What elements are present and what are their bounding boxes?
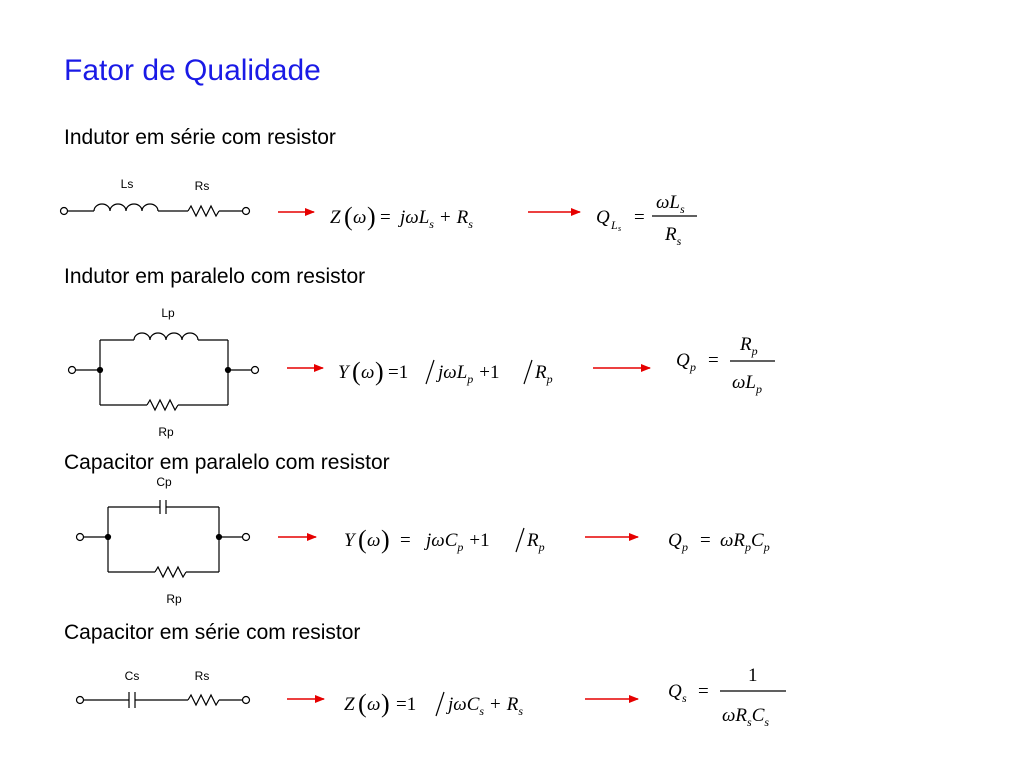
terminal-icon (77, 697, 84, 704)
svg-text:Y: Y (344, 530, 355, 551)
svg-text:Rs: $R_s$ (665, 224, 682, 248)
svg-text:): ) (367, 202, 376, 231)
component-label-rp: Rp (166, 592, 182, 606)
circuit-inductor-series (61, 204, 250, 216)
equation-quality-2 (676, 334, 775, 396)
svg-text:Q: Q (596, 207, 610, 228)
svg-text:=: = (400, 530, 411, 551)
svg-text:Z: Z (344, 694, 355, 715)
equation-quality-3 (668, 530, 770, 554)
capacitor-icon (160, 500, 166, 514)
component-label-rs: Rs (194, 179, 210, 193)
svg-text:ω: ω (361, 362, 375, 383)
svg-text:(: ( (358, 689, 367, 718)
svg-text:): ) (375, 357, 384, 386)
heading-inductor-series: Indutor em série com resistor (64, 126, 336, 149)
svg-text:jωCp+1: jωC$_p$ +1 (426, 530, 490, 554)
circuit-inductor-parallel (69, 333, 259, 410)
svg-text:=1: =1 (388, 362, 409, 383)
resistor-icon (188, 206, 219, 216)
svg-text:(: ( (344, 202, 353, 231)
svg-text:jωCs+Rs: $j\omega C_s + R_s$ (448, 694, 524, 718)
svg-text:ωRsCs: $\omega R_sC_s$ (722, 705, 770, 729)
svg-text:ωLp: $\omega L_p$ (732, 372, 762, 396)
equation-impedance-4 (344, 689, 523, 718)
svg-text:p: p (690, 360, 696, 374)
component-label-cp: Cp (156, 475, 172, 489)
equation-quality-1 (596, 192, 697, 248)
resistor-icon (188, 695, 219, 705)
svg-text:Q: Q (668, 530, 682, 551)
terminal-icon (243, 534, 250, 541)
capacitor-icon (129, 692, 135, 708)
equation-admittance-3 (344, 525, 545, 554)
component-label-cs: Cs (124, 669, 140, 683)
svg-text:jωLp+1: jωL$_p$ +1 (438, 362, 500, 386)
svg-text:Rp: $R_p$ (535, 362, 553, 386)
svg-text:ω: ω (367, 694, 381, 715)
svg-text:ωLs: $\omega L_s$ (656, 192, 685, 216)
terminal-icon (252, 367, 259, 374)
equation-admittance-2 (338, 357, 553, 386)
svg-text:=: = (698, 681, 709, 702)
svg-text:Y: Y (338, 362, 349, 383)
svg-text:): ) (381, 525, 390, 554)
component-label-rp: Rp (158, 425, 174, 439)
svg-text:Q: Q (668, 681, 682, 702)
svg-text:=: = (380, 207, 391, 228)
resistor-icon (147, 400, 178, 410)
terminal-icon (77, 534, 84, 541)
svg-text:1: 1 (748, 665, 758, 686)
svg-text:=: = (700, 530, 711, 551)
svg-text:=1: =1 (396, 694, 417, 715)
svg-text:=: = (708, 350, 719, 371)
equation-quality-4 (668, 665, 786, 729)
svg-text:ω: ω (353, 207, 367, 228)
component-label-lp: Lp (161, 306, 175, 320)
terminal-icon (243, 697, 250, 704)
slide-title: Fator de Qualidade (64, 54, 321, 87)
terminal-icon (61, 208, 68, 215)
inductor-icon (94, 204, 158, 211)
heading-inductor-parallel: Indutor em paralelo com resistor (64, 265, 366, 288)
svg-text:Z: Z (330, 207, 341, 228)
svg-text:=: = (634, 207, 645, 228)
component-label-ls: Ls (120, 177, 134, 191)
circuit-capacitor-series (77, 692, 250, 708)
svg-text:jωLs+Rs: $j\omega L_s + R_s$ (400, 207, 473, 231)
heading-capacitor-series: Capacitor em série com resistor (64, 621, 361, 644)
component-label-rs: Rs (194, 669, 210, 683)
inductor-icon (134, 333, 198, 340)
svg-text:ωRpCp: $\omega R_pC_p$ (720, 530, 770, 554)
circuit-capacitor-parallel (77, 500, 250, 577)
terminal-icon (243, 208, 250, 215)
svg-text:Q: Q (676, 350, 690, 371)
svg-text:(: ( (358, 525, 367, 554)
svg-text:): ) (381, 689, 390, 718)
terminal-icon (69, 367, 76, 374)
svg-text:p: p (682, 540, 688, 554)
resistor-icon (155, 567, 186, 577)
svg-text:(: ( (352, 357, 361, 386)
equation-impedance-1 (330, 202, 473, 231)
heading-capacitor-parallel: Capacitor em paralelo com resistor (64, 451, 390, 474)
svg-text:ω: ω (367, 530, 381, 551)
svg-text:Rp: $R_p$ (740, 334, 758, 358)
svg-text:s: s (618, 224, 622, 233)
svg-text:Rp: $R_p$ (527, 530, 545, 554)
svg-text:L: L (611, 218, 618, 232)
svg-text:s: s (682, 691, 687, 705)
